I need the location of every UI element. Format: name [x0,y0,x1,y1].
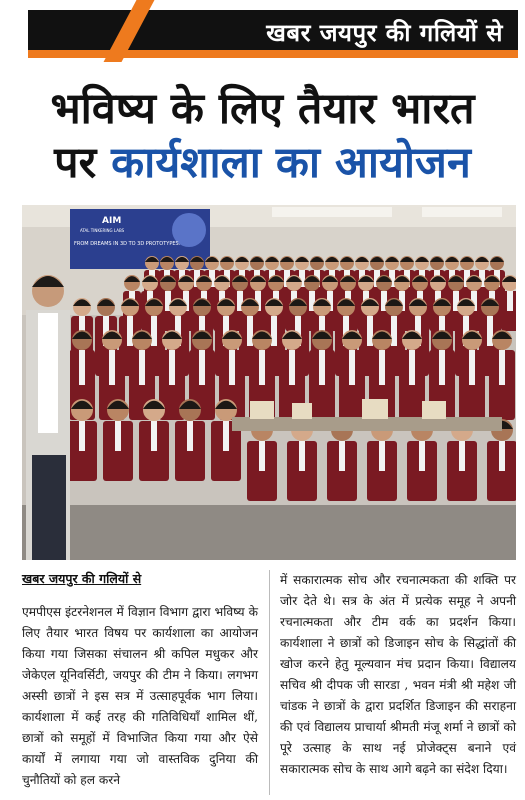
headline [0,82,525,190]
student-shirt [459,441,465,471]
student-shirt [339,441,345,471]
student-shirt [439,350,445,385]
headline-line-2-highlight: कार्यशाला का आयोजन [111,138,471,188]
student-shirt [127,316,133,346]
student-shirt [247,316,253,346]
article-column-left [22,570,258,791]
newspaper-banner [0,0,525,62]
headline-line-2-prefix: पर [54,138,112,188]
group-photo [22,205,516,560]
students-crowd [67,256,516,501]
student-shirt [409,350,415,385]
student-shirt [151,316,157,346]
article-column-right-text: में सकारात्मक सोच और रचनात्मकता की शक्ति पर जोर देते थे। सत्र के अंत में प्रत्येक समूह ने अपनी रचनात्मकता और टीम वर्क का प्रदर्शन किया। कार्यशाला ने छात्रों को डिजाइन सोच के सिद्धांतों की खोज करने हेतु मूल्यवान मंच प्रदान किया। विद्यालय सचिव श्री दीपक जी सारडा , भवन मंत्री श्री महेश जी चांडक ने छात्रों के द्वारा प्रदर्शित डिजाइन की सराहना की एवं विद्यालय प्राचार्या श्रीमती मंजू शर्मा ने छात्रों को पूरे उत्साह के साथ नई प्रोजेक्ट्स बनाने एवं सकारात्मक सोच के साथ आगे बढ़ने का संदेश दिया। [280,573,516,776]
student-shirt [271,316,277,346]
student-shirt [487,316,493,346]
student-shirt [379,441,385,471]
article-byline: खबर जयपुर की गलियों से [22,571,142,586]
article-column-left-text: एमपीएस इंटरनेशनल में विज्ञान विभाग द्वारा भविष्य के लिए तैयार भारत विषय पर कार्यशाला का आयोजन किया गया जिसका संचालन श्री कपिल मधुकर और जेकेएल यूनिवर्सिटी, जयपुर की टीम ने किया। लगभग अस्सी छात्रों ने इस सत्र में उत्साहपूर्वक भाग लिया। कार्यशाला में कई तरह की गतिविधियाँ शामिल थीं, छात्रों को समूहों में विभाजित किया गया और ऐसे कार्यों में लगाया गया जो वास्तविक दुनिया की चुनौतियों को हल करने [22,605,258,787]
student-shirt [499,350,505,385]
article [22,570,516,795]
column-divider [269,570,270,795]
headline-line-1: भविष्य के लिए तैयार भारत [50,84,475,134]
group-photo-illustration [22,205,516,560]
student-shirt [139,350,145,385]
student-shirt [299,441,305,471]
student-shirt [229,350,235,385]
student-shirt [79,350,85,385]
student-shirt [367,316,373,346]
student-shirt [259,441,265,471]
student-shirt [79,421,85,451]
student-shirt [115,421,121,451]
student-shirt [349,350,355,385]
headline-line-2 [0,136,525,190]
banner-label: खबर जयपुर की गलियों से [266,19,503,47]
student-shirt [419,441,425,471]
student-shirt [199,350,205,385]
article-column-right [280,570,516,780]
poster-sub: ATAL TINKERING LABS [80,228,125,233]
student-shirt [223,421,229,451]
student-shirt [259,350,265,385]
poster-label: AIM [102,216,122,226]
banner-orange-underline [28,50,518,58]
student-shirt [151,421,157,451]
student-shirt [499,441,505,471]
poster-text: FROM DREAMS IN 3D TO 3D PROTOTYPES. [74,241,181,247]
student-shirt [187,421,193,451]
student-shirt [319,350,325,385]
student-shirt [507,291,513,311]
student-shirt [379,350,385,385]
student-shirt [469,350,475,385]
student-shirt [109,350,115,385]
student-shirt [289,350,295,385]
student-shirt [169,350,175,385]
student-shirt [391,316,397,346]
